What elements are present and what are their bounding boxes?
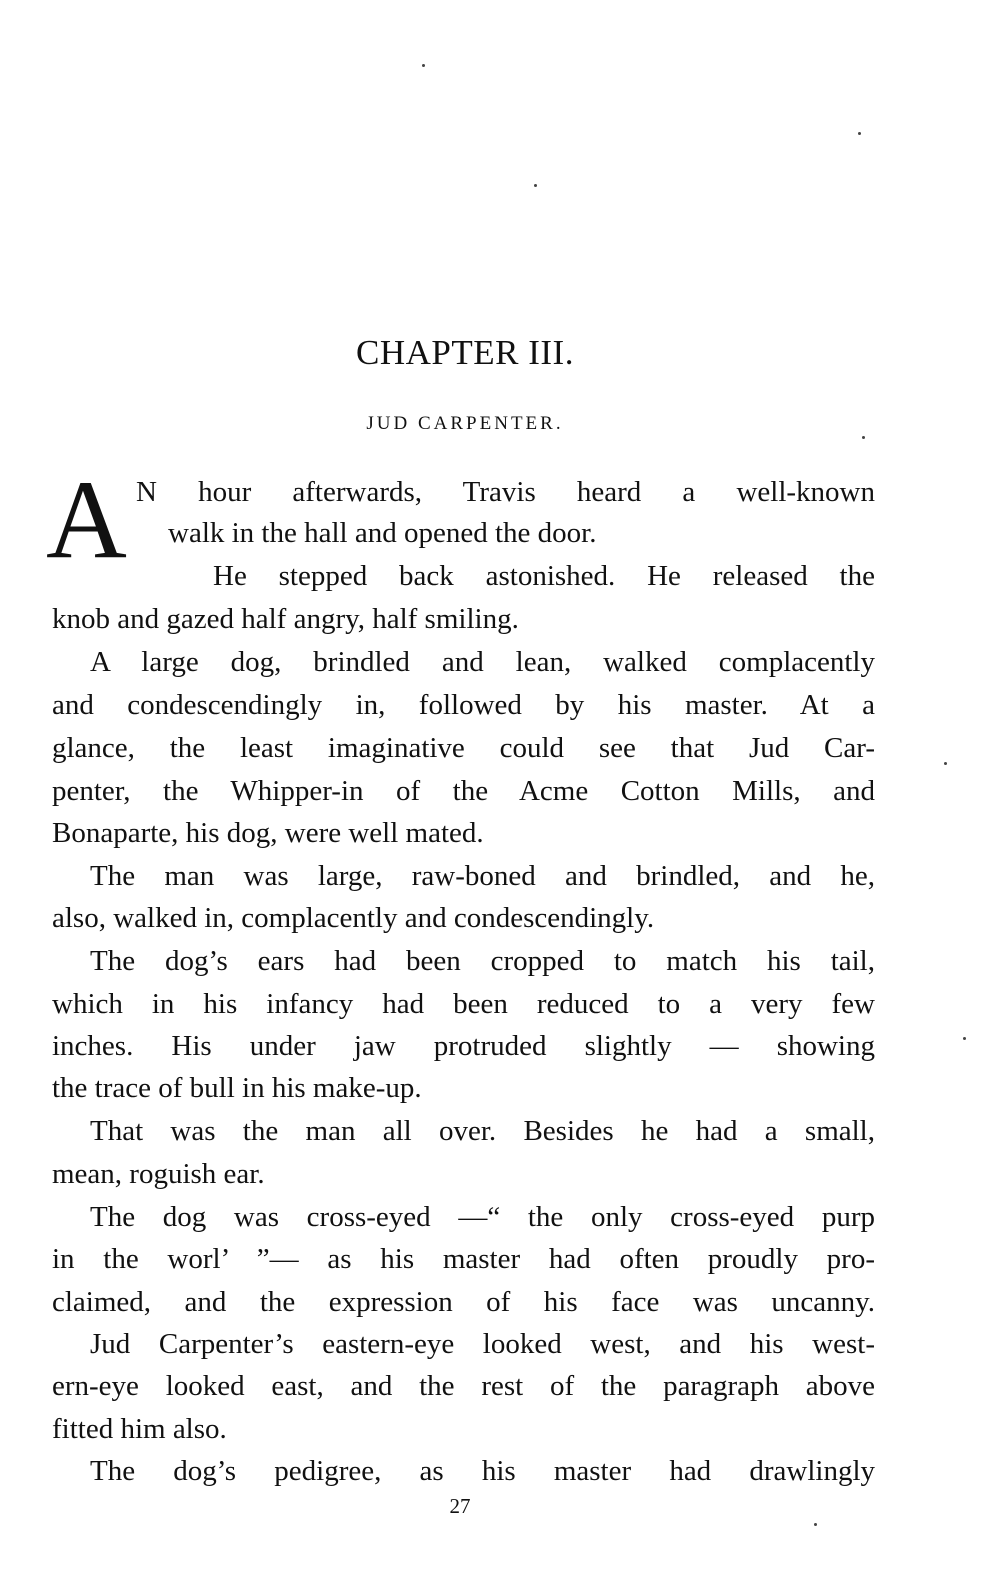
text-line: and condescendingly in, followed by his master. At a xyxy=(52,689,875,721)
paper-speck xyxy=(944,762,947,765)
paper-speck xyxy=(963,1037,966,1040)
text-line: The dog’s pedigree, as his master had drawlingly xyxy=(90,1455,875,1487)
text-line: penter, the Whipper-in of the Acme Cotton Mills, and xyxy=(52,775,875,807)
text-line: Jud Carpenter’s eastern-eye looked west, and his west- xyxy=(90,1328,875,1360)
paper-speck xyxy=(858,132,861,135)
text-line: also, walked in, complacently and condescendingly. xyxy=(52,902,655,934)
text-line: the trace of bull in his make-up. xyxy=(52,1072,422,1104)
chapter-title: CHAPTER III. xyxy=(356,333,574,372)
paper-speck xyxy=(862,436,865,439)
text-line: glance, the least imaginative could see that Jud Car- xyxy=(52,732,875,764)
text-line: fitted him also. xyxy=(52,1413,227,1445)
drop-cap: A xyxy=(46,458,127,582)
text-line: The dog’s ears had been cropped to match his tail, xyxy=(90,945,875,977)
text-line: The man was large, raw-boned and brindled, and he, xyxy=(90,860,875,892)
chapter-subtitle: JUD CARPENTER. xyxy=(366,413,564,434)
paper-speck xyxy=(814,1523,817,1526)
text-line: The dog was cross-eyed —“ the only cross-eyed purp xyxy=(90,1201,875,1233)
text-line: in the worl’ ”— as his master had often proudly pro- xyxy=(52,1243,875,1275)
text-line: A large dog, brindled and lean, walked complacently xyxy=(90,646,875,678)
text-line: inches. His under jaw protruded slightly — showing xyxy=(52,1030,875,1062)
text-line: walk in the hall and opened the door. xyxy=(168,517,597,549)
paper-speck xyxy=(534,184,537,187)
text-line: claimed, and the expression of his face was uncanny. xyxy=(52,1286,875,1318)
text-line: mean, roguish ear. xyxy=(52,1158,265,1190)
page-number: 27 xyxy=(449,1494,471,1518)
text-line: N hour afterwards, Travis heard a well-known xyxy=(136,476,875,508)
paper-speck xyxy=(422,64,425,67)
text-line: ern-eye looked east, and the rest of the paragraph above xyxy=(52,1370,875,1402)
text-line: That was the man all over. Besides he had a small, xyxy=(90,1115,875,1147)
text-line: He stepped back astonished. He released the xyxy=(213,560,875,592)
text-line: knob and gazed half angry, half smiling. xyxy=(52,603,519,635)
text-line: which in his infancy had been reduced to a very few xyxy=(52,988,875,1020)
text-line: Bonaparte, his dog, were well mated. xyxy=(52,817,484,849)
